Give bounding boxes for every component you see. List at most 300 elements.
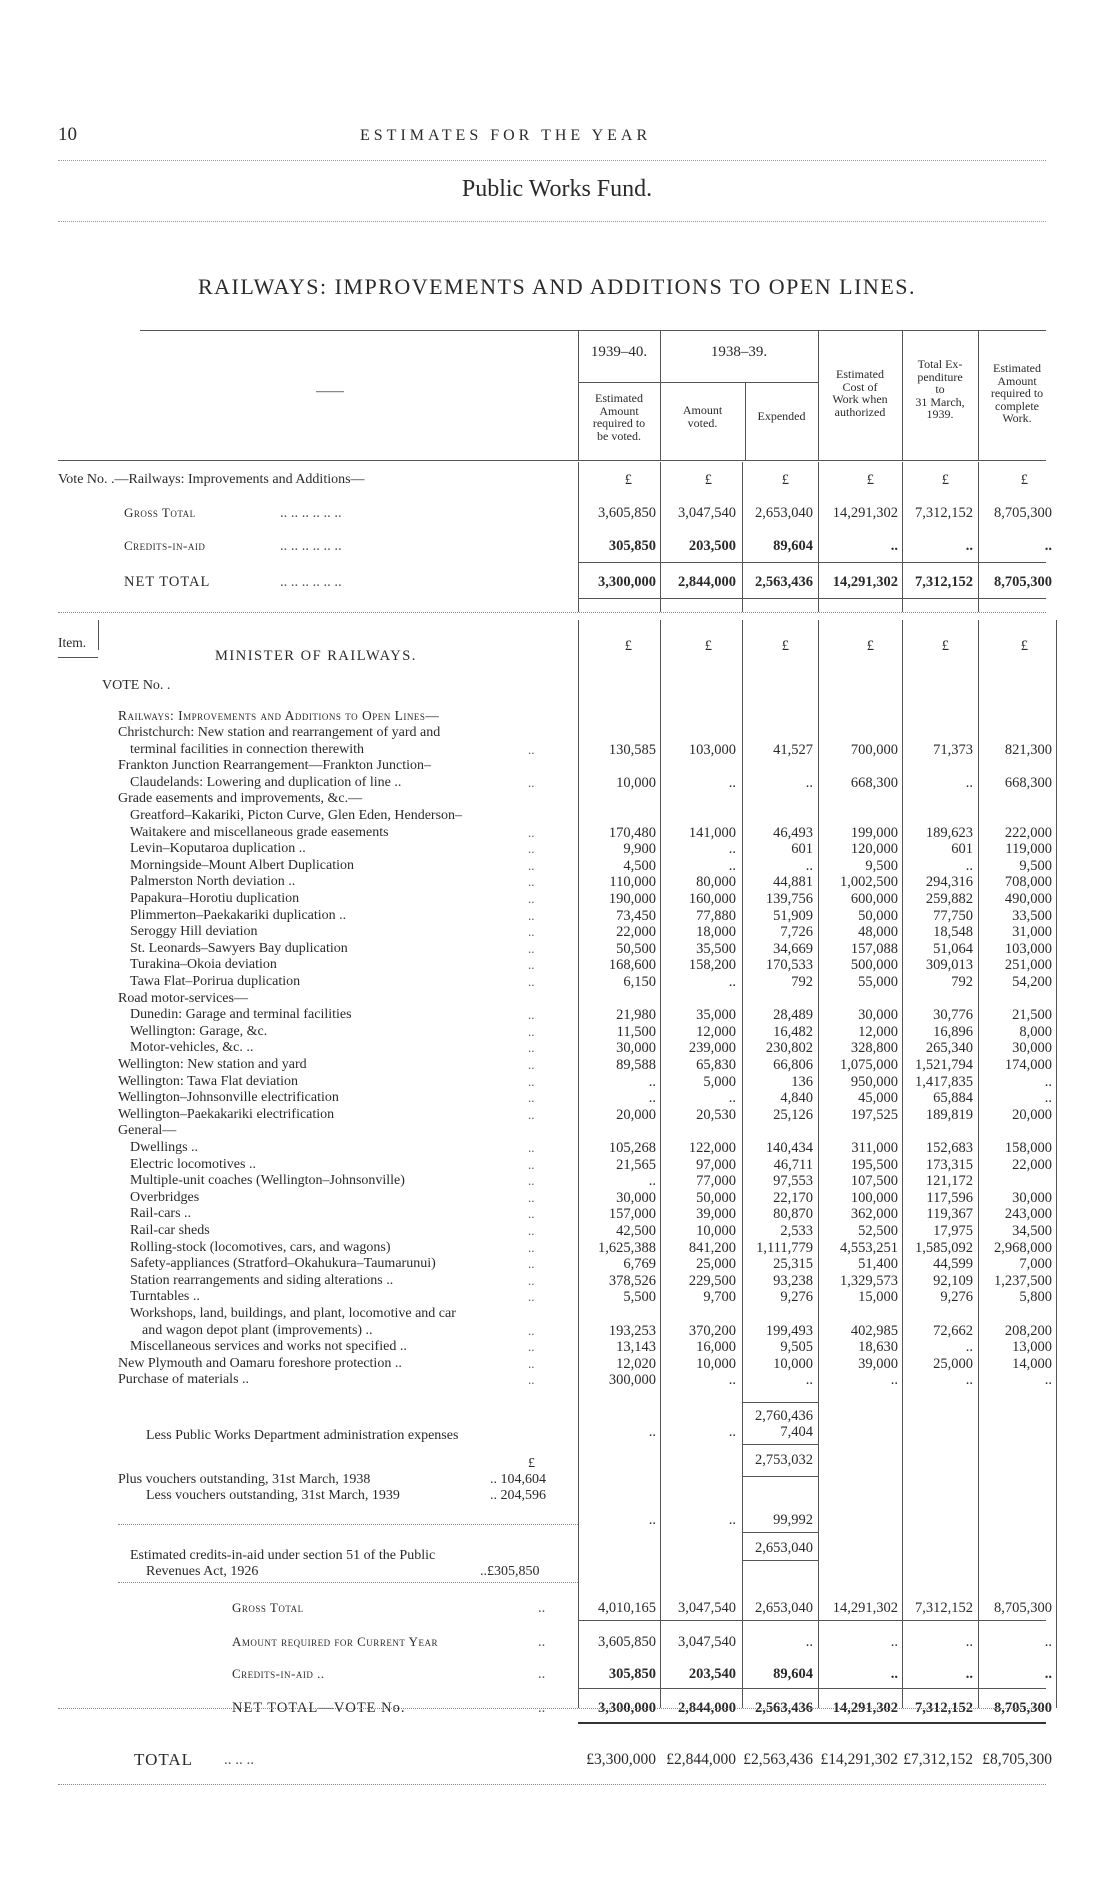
leader-dots: ..: [528, 1322, 535, 1338]
item-value: 9,505: [780, 1339, 813, 1356]
total-value: 89,604: [773, 1666, 813, 1682]
total-row-label: Gross Total: [232, 1600, 304, 1615]
item-value: 199,000: [850, 824, 898, 841]
item-value: 1,417,835: [915, 1073, 973, 1090]
item-value: ..: [890, 1372, 898, 1389]
leader-dots: ..: [528, 1372, 535, 1388]
item-value: ..: [805, 1372, 813, 1389]
leader-dots: .. .. .. .. .. ..: [280, 505, 342, 521]
item-value: 601: [791, 841, 813, 858]
grand-total-value: £3,300,000: [586, 1751, 656, 1768]
leader-dots: ..: [528, 907, 535, 923]
item-value: 174,000: [1004, 1057, 1052, 1073]
column-rule: [742, 462, 743, 612]
column-rule: [902, 462, 903, 612]
item-value: 30,000: [1012, 1040, 1052, 1057]
item-description: Grade easements and improvements, &c.—: [118, 791, 363, 807]
item-value: 119,367: [926, 1206, 973, 1223]
leader-dots: ..: [528, 1355, 535, 1371]
item-underline: [58, 657, 98, 658]
item-value: ..: [728, 841, 736, 858]
total-value: ..: [805, 1634, 813, 1650]
item-value: 10,000: [773, 1355, 813, 1372]
leader-dots: ..: [528, 891, 535, 906]
item-description: Claudelands: Lowering and duplication of line ..: [130, 774, 402, 790]
item-description: St. Leonards–Sawyers Bay duplication: [130, 940, 348, 956]
section-title: RAILWAYS: IMPROVEMENTS AND ADDITIONS TO OPEN LINES.: [197, 274, 916, 299]
item-value: 197,525: [850, 1106, 898, 1123]
item-value: 140,434: [765, 1140, 813, 1156]
item-value: 31,000: [1012, 924, 1052, 941]
item-value: 311,000: [851, 1140, 898, 1156]
item-value: 18,630: [858, 1339, 898, 1356]
item-value: 55,000: [858, 974, 898, 990]
voucher-diff-value: 99,992: [773, 1512, 813, 1528]
item-value: 668,300: [850, 774, 898, 791]
item-value: 16,000: [696, 1339, 736, 1356]
col-amount-voted-header: Amount voted.: [682, 403, 723, 430]
item-label: Item.: [58, 635, 87, 650]
credits-text: Estimated credits-in-aid under section 51 of the Public: [130, 1548, 436, 1563]
total-value: 3,047,540: [678, 1600, 736, 1616]
leader-dots: ..: [528, 1007, 535, 1023]
item-value: 97,553: [773, 1173, 813, 1190]
summary-value: ..: [890, 538, 898, 554]
item-value: 77,000: [696, 1173, 736, 1190]
item-value: 45,000: [858, 1090, 898, 1107]
item-description: Seroggy Hill deviation: [130, 924, 258, 940]
credits-value: ..£305,850: [480, 1564, 540, 1579]
leader-dots: ..: [528, 774, 535, 790]
item-value: 158,000: [1004, 1140, 1052, 1156]
col-estimated-complete-header: Estimated Amount required to complete Work.: [990, 361, 1044, 425]
item-value: 34,500: [1012, 1223, 1052, 1239]
summary-value: 14,291,302: [832, 505, 898, 521]
item-rule: [98, 620, 99, 650]
summary-value: 7,312,152: [915, 574, 973, 590]
column-rule: [578, 620, 579, 1708]
item-value: 30,000: [1012, 1189, 1052, 1206]
pound-sign: £: [866, 638, 874, 654]
total-value: ..: [1044, 1666, 1052, 1682]
item-value: 30,000: [858, 1007, 898, 1024]
item-value: 1,075,000: [840, 1057, 898, 1073]
item-value: 1,585,092: [915, 1239, 973, 1256]
summary-net-rule: [578, 562, 1046, 563]
item-value: 30,000: [616, 1040, 656, 1057]
total-value: 203,540: [688, 1666, 736, 1682]
item-value: ..: [965, 1372, 973, 1389]
leader-dots: ..: [528, 1189, 535, 1205]
total-row-label: Credits-in-aid ..: [232, 1666, 325, 1681]
item-value: 708,000: [1004, 874, 1052, 891]
total-value: ..: [890, 1634, 898, 1650]
page-number: 10: [58, 124, 77, 145]
leader-dots: ..: [538, 1666, 546, 1682]
leader-dots: ..: [528, 1173, 535, 1189]
item-value: 189,819: [925, 1106, 973, 1123]
item-description: Safety-appliances (Stratford–Okahukura–Taumarunui): [130, 1256, 436, 1272]
item-value: 239,000: [688, 1040, 736, 1057]
item-value: 190,000: [608, 891, 656, 907]
item-value: ..: [965, 774, 973, 791]
item-description: Levin–Koputaroa duplication ..: [130, 841, 306, 857]
item-description: General—: [118, 1123, 177, 1139]
item-value: 22,000: [616, 924, 656, 941]
item-description: Palmerston North deviation ..: [130, 874, 296, 890]
item-value: 50,000: [696, 1189, 736, 1206]
item-description: Rolling-stock (locomotives, cars, and wagons): [130, 1239, 391, 1255]
leader-dots: ..: [528, 924, 535, 940]
item-value: 65,884: [933, 1090, 973, 1107]
item-value: ..: [648, 1173, 656, 1190]
total-value: ..: [1044, 1634, 1052, 1650]
item-value: 2,968,000: [994, 1239, 1052, 1256]
item-value: ..: [728, 774, 736, 791]
total-value: 8,705,300: [994, 1700, 1052, 1716]
item-value: ..: [805, 857, 813, 874]
credits-rule: [118, 1582, 578, 1583]
item-value: 103,000: [1004, 940, 1052, 957]
summary-value: 89,604: [773, 538, 813, 554]
grand-total-value: £8,705,300: [982, 1751, 1052, 1768]
item-value: 13,143: [616, 1339, 656, 1356]
item-value: ..: [648, 1090, 656, 1107]
item-value: 21,565: [616, 1156, 656, 1173]
net-end-rule: [578, 1722, 1046, 1724]
pound-sign: £: [941, 638, 949, 654]
pound-sign: £: [781, 472, 789, 488]
item-value: 199,493: [765, 1322, 813, 1339]
item-value: 10,000: [616, 774, 656, 791]
item-value: 4,553,251: [840, 1239, 898, 1256]
item-value: 230,802: [765, 1040, 813, 1057]
item-value: 222,000: [1004, 824, 1052, 841]
summary-value: ..: [965, 538, 973, 554]
summary-value: 2,653,040: [755, 505, 813, 521]
pound-sign: £: [1020, 638, 1028, 654]
leader-dots: ..: [528, 741, 535, 757]
summary-close-rule: [58, 612, 1046, 613]
header-mid-rule: [578, 382, 660, 383]
item-value: 601: [951, 841, 973, 858]
item-value: 9,276: [940, 1289, 973, 1306]
total-value: ..: [890, 1666, 898, 1682]
item-description: Turntables ..: [130, 1289, 200, 1305]
summary-value: 7,312,152: [915, 505, 973, 521]
leader-dots: ..: [528, 1156, 535, 1172]
item-value: 9,700: [703, 1289, 736, 1306]
after-pwd-value: 2,753,032: [755, 1452, 813, 1468]
item-value: 39,000: [858, 1355, 898, 1372]
item-description: Waitakere and miscellaneous grade easements: [130, 824, 389, 840]
item-value: 130,585: [608, 741, 656, 758]
item-description: Tawa Flat–Porirua duplication: [130, 974, 301, 989]
item-value: 8,000: [1019, 1023, 1052, 1040]
item-value: 20,000: [1012, 1106, 1052, 1123]
item-value: 14,000: [1012, 1355, 1052, 1372]
leader-dots: ..: [528, 841, 535, 857]
grand-total-value: £14,291,302: [820, 1751, 898, 1768]
voucher-rule: [742, 1476, 818, 1477]
pound-sign: £: [866, 472, 874, 488]
item-value: 122,000: [688, 1140, 736, 1156]
total-value: 2,653,040: [755, 1600, 813, 1616]
item-value: 5,800: [1019, 1289, 1052, 1306]
item-value: 309,013: [925, 957, 973, 974]
summary-value: 8,705,300: [994, 505, 1052, 521]
item-value: 13,000: [1012, 1339, 1052, 1356]
item-description: and wagon depot plant (improvements) ..: [142, 1322, 373, 1338]
item-description: Electric locomotives ..: [130, 1156, 256, 1172]
item-value: 141,000: [688, 824, 736, 841]
item-value: 12,000: [858, 1023, 898, 1040]
item-value: 195,500: [850, 1156, 898, 1173]
item-value: 21,980: [616, 1007, 656, 1024]
item-value: 11,500: [616, 1023, 656, 1040]
item-description: Wellington: Garage, &c.: [130, 1023, 268, 1039]
item-value: 5,500: [623, 1289, 656, 1306]
item-value: 378,526: [608, 1272, 656, 1289]
leader-dots: ..: [528, 1272, 535, 1288]
minister-heading: MINISTER OF RAILWAYS.: [215, 648, 417, 664]
subtotal-rule: [742, 1402, 818, 1403]
item-value: 251,000: [1004, 957, 1052, 974]
item-value: 46,711: [773, 1156, 813, 1173]
after-vouchers-value: 2,653,040: [755, 1540, 813, 1556]
item-value: 208,200: [1004, 1322, 1052, 1339]
item-value: 52,500: [858, 1223, 898, 1239]
leader-dots: ..: [528, 1223, 535, 1238]
summary-value: ..: [1044, 538, 1052, 554]
item-value: 170,480: [608, 824, 656, 841]
item-description: Purchase of materials ..: [118, 1372, 250, 1388]
item-value: 157,000: [608, 1206, 656, 1223]
item-description: Christchurch: New station and rearrangement of yard and: [118, 725, 441, 740]
item-value: 73,450: [616, 907, 656, 924]
leader-dots: ..: [528, 940, 535, 956]
item-value: ..: [728, 1090, 736, 1107]
year-1938-39: 1938–39.: [710, 344, 768, 360]
item-value: 80,870: [773, 1206, 813, 1223]
item-value: 30,000: [616, 1189, 656, 1206]
item-description: Frankton Junction Rearrangement—Frankton Junction–: [118, 758, 431, 774]
item-value: 600,000: [850, 891, 898, 907]
column-rule: [978, 620, 979, 1708]
total-value: 3,605,850: [598, 1634, 656, 1650]
rule: [58, 221, 1046, 222]
item-value: 35,000: [696, 1007, 736, 1024]
total-value: 7,312,152: [915, 1700, 973, 1716]
leader-dots: ..: [538, 1634, 546, 1650]
column-rule: [578, 462, 579, 612]
item-value: 77,880: [696, 907, 736, 924]
totals-rule: [578, 1620, 1046, 1621]
leader-dots: ..: [528, 1023, 535, 1039]
item-description: Wellington: Tawa Flat deviation: [118, 1073, 298, 1089]
item-description: Greatford–Kakariki, Picton Curve, Glen Eden, Henderson–: [130, 808, 463, 823]
column-rule: [742, 620, 743, 1708]
leader-dots: ..: [528, 1073, 535, 1089]
item-value: ..: [805, 774, 813, 791]
plus-vouchers-label: Plus vouchers outstanding, 31st March, 1938: [118, 1472, 371, 1487]
pound-sign: £: [624, 638, 632, 654]
item-description: terminal facilities in connection therewith: [130, 741, 365, 757]
item-value: 16,482: [773, 1023, 813, 1040]
item-value: 243,000: [1004, 1206, 1052, 1223]
leader-dots: ..: [528, 1339, 535, 1355]
item-value: 25,000: [696, 1256, 736, 1273]
item-value: 1,111,779: [756, 1239, 813, 1256]
leader-dots: ..: [538, 1700, 546, 1716]
item-value: 103,000: [688, 741, 736, 758]
item-value: 22,000: [1012, 1156, 1052, 1173]
item-description: Rail-cars ..: [130, 1206, 192, 1222]
fund-title: Public Works Fund.: [461, 176, 653, 202]
leader-dots: ..: [538, 1600, 546, 1616]
leader-dots: ..: [528, 1289, 535, 1305]
item-value: 265,340: [925, 1040, 973, 1057]
summary-row-label: Credits-in-aid: [124, 538, 206, 553]
item-value: 5,000: [703, 1073, 736, 1090]
item-value: 28,489: [773, 1007, 813, 1024]
item-description: Wellington: New station and yard: [118, 1057, 307, 1072]
item-value: 668,300: [1004, 774, 1052, 791]
summary-row-label: Gross Total: [124, 505, 196, 520]
item-value: 51,064: [933, 940, 973, 957]
item-value: 7,726: [780, 924, 813, 941]
pound-sign: £: [1020, 472, 1028, 488]
item-value: 50,500: [616, 940, 656, 957]
column-rule: [818, 620, 819, 1708]
item-value: 107,500: [850, 1173, 898, 1190]
item-value: ..: [1044, 1090, 1052, 1107]
item-value: 160,000: [688, 891, 736, 907]
item-value: 370,200: [688, 1322, 736, 1339]
summary-value: 3,047,540: [678, 505, 736, 521]
item-value: 6,769: [623, 1256, 656, 1273]
item-value: 20,530: [696, 1106, 736, 1123]
item-value: 841,200: [688, 1239, 736, 1256]
pound-sign: £: [781, 638, 789, 654]
summary-row-label: NET TOTAL: [124, 574, 211, 590]
item-value: 77,750: [933, 907, 973, 924]
total-value: 7,312,152: [915, 1600, 973, 1616]
voucher-block-rule: [118, 1524, 578, 1525]
item-value: 6,150: [623, 974, 656, 990]
item-value: 66,806: [773, 1057, 813, 1073]
after-vouchers-rule: [742, 1560, 818, 1561]
leader-dots: ..: [528, 1140, 535, 1155]
vote-label: Vote No. .—Railways: Improvements and Additions—: [58, 472, 365, 487]
item-value: 1,329,573: [840, 1272, 898, 1289]
item-value: 259,882: [925, 891, 973, 907]
item-description: Multiple-unit coaches (Wellington–Johnsonville): [130, 1173, 405, 1189]
summary-value: 203,500: [688, 538, 736, 554]
summary-value: 305,850: [608, 538, 656, 554]
item-value: 80,000: [696, 874, 736, 891]
item-value: 92,109: [933, 1272, 973, 1289]
item-value: 97,000: [696, 1156, 736, 1173]
item-value: 100,000: [850, 1189, 898, 1206]
total-value: 2,844,000: [678, 1700, 736, 1716]
grand-total-rule: [58, 1784, 1046, 1785]
item-description: Overbridges: [130, 1189, 200, 1205]
subtotal-value: 2,760,436: [755, 1408, 813, 1424]
grand-total-value: £2,844,000: [666, 1751, 736, 1768]
item-value: 17,975: [933, 1223, 973, 1239]
item-value: ..: [1044, 1372, 1052, 1389]
item-value: 189,623: [925, 824, 973, 841]
item-value: 950,000: [850, 1073, 898, 1090]
item-value: 25,315: [773, 1256, 813, 1273]
total-value: 14,291,302: [832, 1700, 898, 1716]
leader-dots: ..: [528, 874, 535, 890]
item-value: 402,985: [850, 1322, 898, 1339]
item-value: 42,500: [616, 1223, 656, 1239]
item-description: Miscellaneous services and works not specified ..: [130, 1339, 407, 1355]
item-value: 54,200: [1012, 974, 1052, 990]
leader-dots: ..: [528, 957, 535, 973]
item-value: 792: [951, 974, 973, 990]
detail-close-rule: [58, 1708, 1046, 1709]
item-description: Workshops, land, buildings, and plant, locomotive and car: [130, 1306, 456, 1321]
item-value: 120,000: [850, 841, 898, 858]
item-value: 48,000: [858, 924, 898, 941]
item-value: 9,900: [623, 841, 656, 858]
item-value: 9,500: [1019, 857, 1052, 874]
item-value: 7,000: [1019, 1256, 1052, 1273]
item-value: 21,500: [1012, 1007, 1052, 1024]
voucher-diff-value: ..: [728, 1512, 736, 1528]
item-value: 294,316: [925, 874, 973, 891]
item-value: 821,300: [1004, 741, 1052, 758]
grand-total-value: £7,312,152: [903, 1751, 973, 1768]
item-value: 12,000: [696, 1023, 736, 1040]
item-description: Dwellings ..: [130, 1140, 199, 1155]
column-rule: [902, 620, 903, 1708]
grand-total-label: TOTAL: [134, 1750, 194, 1769]
item-description: Plimmerton–Paekakariki duplication ..: [130, 907, 347, 923]
item-value: 46,493: [773, 824, 813, 841]
vote-number: VOTE No. .: [102, 678, 171, 693]
pound-sign: £: [704, 472, 712, 488]
item-value: 173,315: [925, 1156, 973, 1173]
item-value: 490,000: [1004, 891, 1052, 907]
item-value: 168,600: [608, 957, 656, 974]
voucher-pound: £: [528, 1456, 535, 1471]
summary-value: 14,291,302: [832, 574, 898, 590]
item-value: 119,000: [1005, 841, 1052, 858]
item-value: 44,881: [773, 874, 813, 891]
pound-sign: £: [704, 638, 712, 654]
item-description: Papakura–Horotiu duplication: [130, 891, 300, 906]
voucher-diff-rule: [742, 1532, 818, 1533]
leader-dots: ..: [528, 974, 535, 989]
item-description: Road motor-services—: [118, 990, 248, 1006]
item-value: 25,000: [933, 1355, 973, 1372]
item-value: 93,238: [773, 1272, 813, 1289]
item-value: 10,000: [696, 1223, 736, 1239]
year-1939-40: 1939–40.: [590, 344, 648, 360]
summary-value: 2,844,000: [678, 574, 736, 590]
item-value: 4,840: [780, 1090, 813, 1107]
summary-value: 3,300,000: [598, 574, 656, 590]
total-value: 3,300,000: [598, 1700, 656, 1716]
item-value: 51,909: [773, 907, 813, 924]
item-value: 44,599: [933, 1256, 973, 1273]
header-mid-rule: [660, 382, 818, 383]
